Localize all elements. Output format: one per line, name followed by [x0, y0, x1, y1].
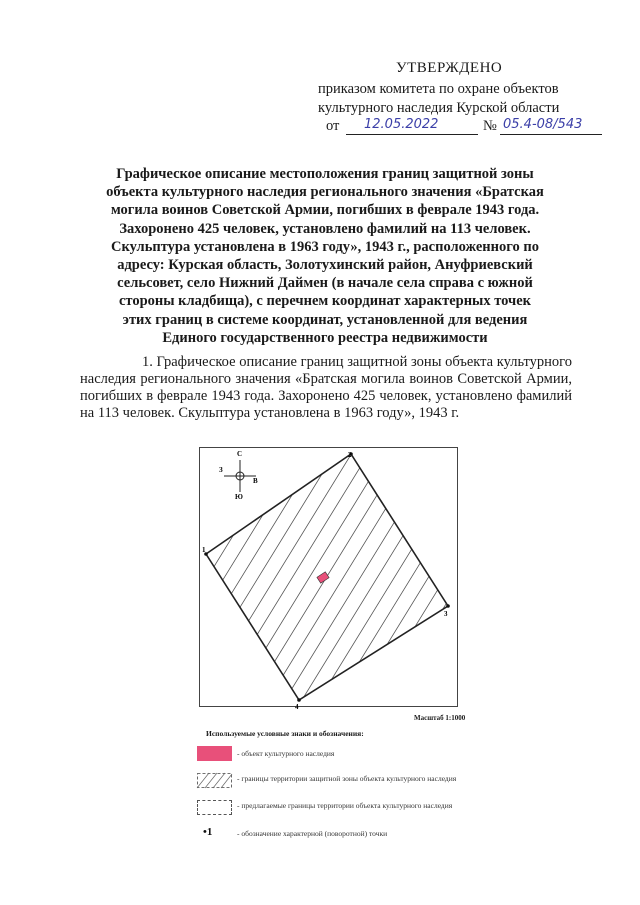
- date-underline: [346, 134, 478, 135]
- title-line: Единого государственного реестра недвижимости: [162, 329, 488, 346]
- legend-item: [197, 773, 467, 795]
- from-label: от: [326, 118, 340, 134]
- legend-title: Используемые условные знаки и обозначения:: [206, 729, 364, 738]
- legend-item: [197, 800, 467, 822]
- hatch-line: [127, 448, 287, 708]
- hatch-line: [0, 448, 117, 708]
- hatch-line: [25, 448, 185, 708]
- point-marker-label: 1: [206, 826, 213, 838]
- boundary-map: [199, 447, 458, 711]
- section-paragraph: [80, 354, 572, 422]
- hatch-line: [0, 448, 100, 708]
- hatch-line: [603, 448, 640, 708]
- title-line: стороны кладбища), с перечнем координат характерных точек: [118, 293, 532, 310]
- point-label: 4: [295, 703, 299, 711]
- heritage-object-marker: [317, 572, 329, 583]
- compass-west: З: [219, 466, 223, 474]
- order-date-number-row: [320, 116, 610, 138]
- point-marker: [297, 698, 301, 702]
- hatch-line: [433, 448, 593, 708]
- document-title: [90, 165, 560, 347]
- legend-item: [197, 746, 467, 762]
- hatch-line: [569, 448, 640, 708]
- point-marker: •1: [203, 826, 213, 838]
- hatch-line: [0, 448, 151, 708]
- hatch-line: [93, 448, 253, 708]
- hatch-line: [365, 448, 525, 708]
- hatch-line: [42, 448, 202, 708]
- paragraph-text: 1. Графическое описание границ защитной зоны объекта культурного наследия регионального значения «Братская могила воинов Советской Армии, погибших в феврале 1943 года. Захоронено 425 человек, установлено фамилий на 113 человек. Скульптура установлена в 1963 году», 1943 г.: [80, 354, 572, 421]
- hatch-line: [0, 448, 134, 708]
- hatch-line: [314, 448, 474, 708]
- map-drawing: [200, 448, 457, 711]
- heritage-object-swatch: [197, 746, 232, 761]
- hatch-line: [76, 448, 236, 708]
- legend-text: - обозначение характерной (поворотной) точки: [237, 829, 388, 838]
- title-line: объекта культурного наследия регионального значения «Братская: [106, 184, 544, 201]
- legend-text: - предлагаемые границы территории объекта культурного наследия: [237, 801, 453, 810]
- hatch-line: [467, 448, 627, 708]
- dashed-boundary-swatch: [197, 800, 232, 815]
- order-date: 12.05.2022: [364, 117, 439, 132]
- hatch-line: [59, 448, 219, 708]
- title-line: адресу: Курская область, Золотухинский район, Ануфриевский: [117, 257, 533, 274]
- hatch-line: [518, 448, 640, 708]
- approval-line-1: приказом комитета по охране объектов: [318, 81, 559, 97]
- number-label: №: [483, 118, 497, 134]
- hatch-line: [229, 448, 389, 708]
- hatch-line: [8, 448, 168, 708]
- map-scale: Масштаб 1:1000: [414, 714, 466, 722]
- compass-south: Ю: [235, 493, 243, 501]
- hatch-line: [620, 448, 640, 708]
- legend-text: - объект культурного наследия: [237, 749, 335, 758]
- compass-east: В: [253, 477, 258, 485]
- title-line: Захоронено 425 человек, установлено фамилий на 113 человек.: [119, 220, 531, 237]
- hatch-line: [161, 448, 321, 708]
- approval-title: УТВЕРЖДЕНО: [396, 60, 503, 76]
- point-label: 1: [202, 546, 206, 554]
- title-line: могила воинов Советской Армии, погибших в феврале 1943 года.: [110, 202, 540, 219]
- legend-item: [197, 828, 467, 842]
- hatch-line: [535, 448, 640, 708]
- hatch-line: [110, 448, 270, 708]
- point-label: 2: [348, 451, 352, 459]
- hatch-line: [263, 448, 423, 708]
- hatch-line: [586, 448, 640, 708]
- point-marker: [446, 604, 450, 608]
- compass-rose-icon: [219, 450, 258, 501]
- point-label: 3: [444, 610, 448, 618]
- hatch-line: [484, 448, 640, 708]
- hatch-line: [501, 448, 640, 708]
- hatch-line: [399, 448, 559, 708]
- hatch-line: [331, 448, 491, 708]
- order-number: 05.4-08/543: [503, 117, 583, 132]
- hatch-line: [552, 448, 640, 708]
- hatch-line: [450, 448, 610, 708]
- hatch-line: [195, 448, 355, 708]
- compass-north: С: [237, 450, 243, 458]
- approval-line-2: культурного наследия Курской области: [318, 100, 560, 116]
- title-line: Скульптура установлена в 1963 году», 1943 г., расположенного по: [111, 238, 539, 255]
- hatched-boundary-swatch: [197, 773, 232, 788]
- title-line: сельсовет, село Нижний Даймен (в начале села справа с южной: [117, 275, 533, 292]
- number-underline: [500, 134, 602, 135]
- legend-text: - границы территории защитной зоны объекта культурного наследия: [237, 774, 457, 783]
- title-line: этих границ в системе координат, установленной для ведения: [122, 311, 528, 328]
- hatch-line: [382, 448, 542, 708]
- title-line: Графическое описание местоположения границ защитной зоны: [116, 166, 534, 182]
- hatch-line: [416, 448, 576, 708]
- hatch-line: [178, 448, 338, 708]
